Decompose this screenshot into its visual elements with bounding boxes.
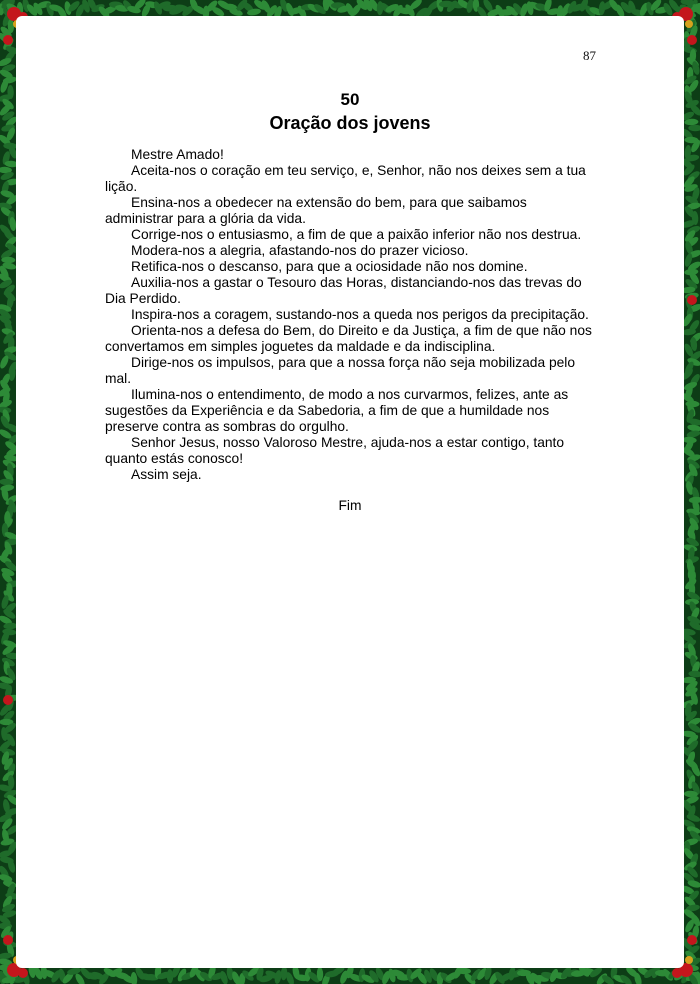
- bell-ornament-icon: [685, 956, 693, 964]
- bell-ornament-icon: [685, 20, 693, 28]
- paragraph: Mestre Amado!: [131, 147, 224, 162]
- paragraph: Dirige-nos os impulsos, para que a nossa força não seja mobilizada pelo mal.: [105, 355, 576, 386]
- paragraph: Retifica-nos o descanso, para que a ociosidade não nos domine.: [131, 259, 528, 274]
- berry-icon: [687, 295, 697, 305]
- berry-icon: [18, 968, 28, 978]
- prayer-text: [105, 147, 597, 483]
- chapter-title: Oração dos jovens: [269, 113, 431, 133]
- paragraph: Orienta-nos a defesa do Bem, do Direito e da Justiça, a fim de que não nos convertamos em simples joguetes da maldade e da indisciplina.: [105, 323, 592, 354]
- paragraph: Modera-nos a alegria, afastando-nos do prazer vicioso.: [131, 243, 469, 258]
- berry-icon: [3, 695, 13, 705]
- paragraph: Senhor Jesus, nosso Valoroso Mestre, ajuda-nos a estar contigo, tanto quanto estás conosco!: [105, 435, 565, 466]
- berry-icon: [687, 35, 697, 45]
- chapter-number: 50: [340, 90, 360, 109]
- berry-icon: [672, 968, 682, 978]
- paragraph: Inspira-nos a coragem, sustando-nos a queda nos perigos da precipitação.: [131, 307, 589, 322]
- paragraph: Aceita-nos o coração em teu serviço, e, Senhor, não nos deixes sem a tua lição.: [105, 163, 586, 194]
- paragraph: Assim seja.: [131, 467, 202, 482]
- berry-icon: [3, 35, 13, 45]
- paragraph: Ensina-nos a obedecer na extensão do bem, para que saibamos administrar para a glória da vida.: [105, 195, 527, 226]
- end-text: Fim: [338, 498, 362, 513]
- paragraph: Ilumina-nos o entendimento, de modo a nos curvarmos, felizes, ante as sugestões da Experiência e da Sabedoria, a fim de que a humildade nos preserve contra as sombras do orgulho.: [105, 387, 569, 434]
- paragraph: Auxilia-nos a gastar o Tesouro das Horas, distanciando-nos das trevas do Dia Perdido.: [105, 275, 582, 306]
- berry-icon: [687, 935, 697, 945]
- paragraph: Corrige-nos o entusiasmo, a fim de que a paixão inferior não nos destrua.: [131, 227, 582, 242]
- page-number: 87: [583, 48, 596, 63]
- berry-icon: [3, 935, 13, 945]
